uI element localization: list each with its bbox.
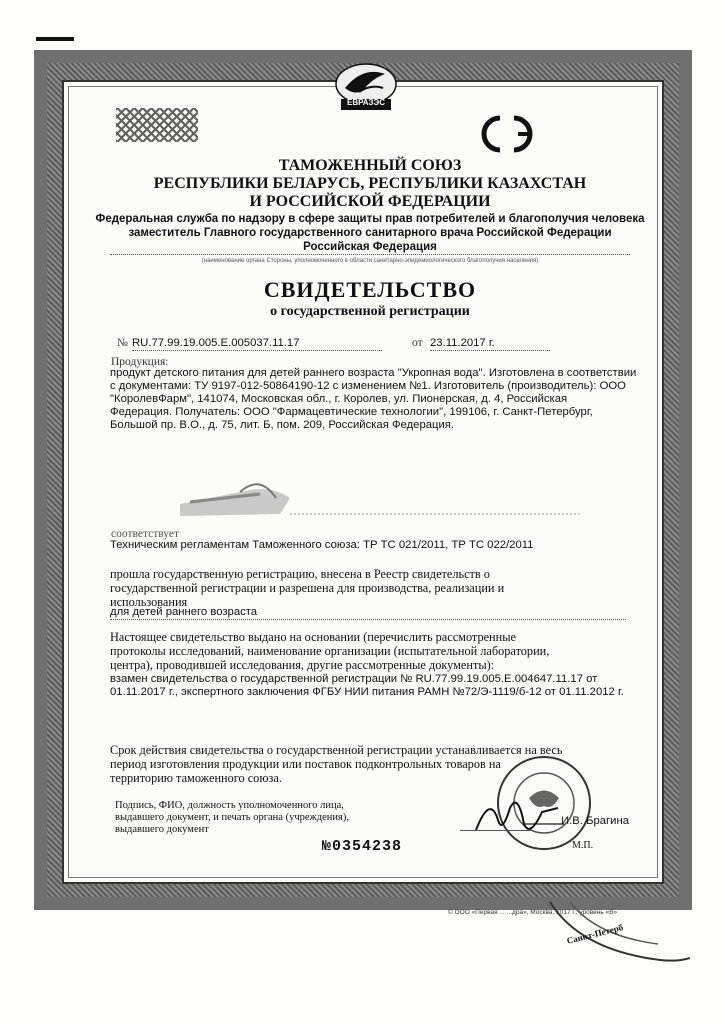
form-number: №0354238 bbox=[322, 838, 403, 855]
eurasec-emblem bbox=[333, 62, 399, 117]
validity-line-1: Срок действия свидетельства о государственной регистрации устанавливается на весь bbox=[110, 743, 563, 757]
scan-artifact-mark bbox=[36, 37, 74, 41]
registration-usage: для детей раннего возраста bbox=[110, 606, 626, 620]
signature-caption-3: выдавшего документ bbox=[115, 824, 209, 835]
product-line-3: "КоролевФарм", 141074, Московская обл., г. Королев, ул. Пионерская, д. 4, Российская bbox=[110, 393, 568, 405]
partial-stamp-text: Санкт-Петерб bbox=[565, 922, 625, 946]
product-label: Продукция: bbox=[111, 356, 169, 368]
decorative-hatch-pattern bbox=[116, 108, 198, 142]
basis-line-1: Настоящее свидетельство выдано на основании (перечислить рассмотренные bbox=[110, 630, 516, 644]
product-line-2: с документами: ТУ 9197-012-50864190-12 с изменением №1. Изготовитель (производитель): ООО bbox=[110, 380, 626, 392]
basis-line-5: 01.11.2017 г., экспертного заключения ФГБУ НИИ питания РАМН №72/Э-1119/б-12 от 01.11.2012 г. bbox=[110, 686, 624, 698]
product-line-4: Федерация. Получатель: ООО "Фармацевтические технологии", 199106, г. Санкт-Петербург, bbox=[110, 406, 593, 418]
handwritten-signature bbox=[472, 790, 562, 845]
certificate-date: 23.11.2017 г. bbox=[430, 337, 550, 351]
signature-caption-2: выдавшего документ, и печать органа (учреждения), bbox=[115, 812, 349, 823]
authority-underline bbox=[110, 254, 630, 255]
compliance-label: соответствует bbox=[111, 528, 180, 540]
registration-line-2: государственной регистрации и разрешена для производства, реализации и bbox=[110, 581, 505, 595]
number-label: № bbox=[117, 337, 128, 349]
basis-line-3: центра), проводившей исследования, другие рассмотренные документы): bbox=[110, 658, 495, 672]
authority-line-1: Федеральная служба по надзору в сфере защиты прав потребителей и благополучия человека bbox=[95, 213, 645, 225]
signature-underline bbox=[460, 830, 532, 831]
header-line-1: ТАМОЖЕННЫЙ СОЮЗ bbox=[278, 157, 462, 174]
validity-line-2: период изготовления продукции или поставок подконтрольных товаров на bbox=[110, 757, 501, 771]
certificate-subtitle: о государственной регистрации bbox=[270, 304, 470, 319]
date-label: от bbox=[412, 337, 423, 349]
product-line-1: продукт детского питания для детей раннего возраста "Укропная вода". Изготовлена в соответствии bbox=[110, 367, 637, 379]
printer-imprint: © ООО «Первая ... ...дра», Москва, 2017 г., уровень «В» bbox=[448, 909, 618, 916]
product-line-5: Большой пр. В.О., д. 75, лит. Б, пом. 209, Российская Федерация. bbox=[110, 419, 455, 431]
validity-line-3: территорию таможенного союза. bbox=[110, 771, 282, 785]
seal-mp-label: М.П. bbox=[572, 840, 594, 851]
faded-stamp-smudge bbox=[180, 454, 580, 529]
basis-line-4: взамен свидетельства о государственной регистрации № RU.77.99.19.005.Е.004647.11.17 от bbox=[110, 673, 598, 685]
basis-line-2: протоколы исследований, наименование организации (испытательной лаборатории, bbox=[110, 644, 550, 658]
certificate-title: СВИДЕТЕЛЬСТВО bbox=[263, 277, 477, 302]
compliance-text: Техническим регламентам Таможенного союза: ТР ТС 021/2011, ТР ТС 022/2011 bbox=[110, 539, 534, 551]
partial-stamp bbox=[540, 900, 690, 985]
emblem-label: ЕВРАЗЭС bbox=[346, 98, 385, 107]
registration-line-1: прошла государственную регистрацию, внесена в Реестр свидетельств о bbox=[110, 567, 490, 581]
header-line-3: И РОССИЙСКОЙ ФЕДЕРАЦИИ bbox=[249, 193, 491, 210]
authority-line-3: Российская Федерация bbox=[303, 241, 437, 253]
se-conformity-mark bbox=[480, 113, 544, 160]
header-line-2: РЕСПУБЛИКИ БЕЛАРУСЬ, РЕСПУБЛИКИ КАЗАХСТАН bbox=[153, 175, 587, 192]
signatory-name: И.В. Брагина bbox=[561, 815, 630, 827]
signature-caption-1: Подпись, ФИО, должность уполномоченного лица, bbox=[115, 800, 344, 811]
authority-caption: (наименование органа Стороны, уполномоченного в области санитарно-эпидемиологического благополучия населения) bbox=[201, 258, 539, 264]
authority-line-2: заместитель Главного государственного санитарного врача Российской Федерации bbox=[128, 227, 612, 239]
certificate-number: RU.77.99.19.005.Е.005037.11.17 bbox=[132, 337, 382, 351]
registration-line-3: использования bbox=[110, 595, 188, 609]
